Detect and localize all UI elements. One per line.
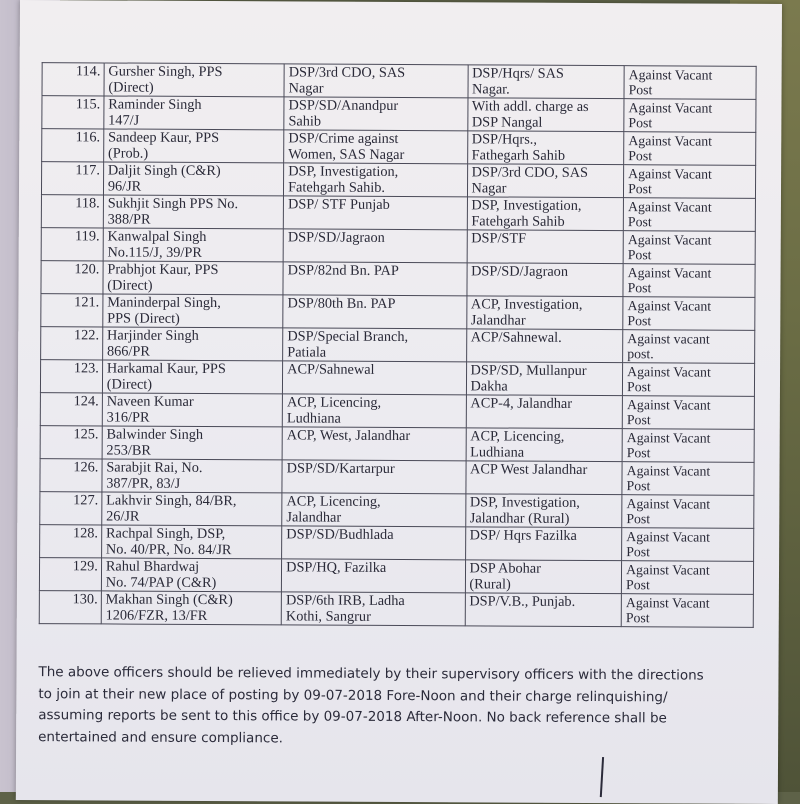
new-posting-line: Nagar. [471,80,510,98]
remarks-line: Against Vacant [627,364,711,380]
officer-name-line: No. 74/PAP (C&R) [105,573,217,591]
remarks-cell [622,429,754,463]
remarks-line: Post [627,280,652,296]
current-posting-line: Sahib [288,112,322,130]
current-posting-cell [282,460,466,494]
officer-name-line: Sukhjit Singh PPS No. [107,195,239,213]
new-posting-line: Jalandhar [470,311,526,329]
remarks-line: Post [628,82,653,98]
officer-name-line: PPS (Direct) [107,309,180,327]
current-posting-line: Patiala [287,343,327,361]
serial-number-cell: 118. [41,195,103,228]
officer-name-line: Harjinder Singh [107,327,199,344]
new-posting-line: DSP/SD/Jagraon [471,263,569,280]
remarks-line: Post [626,478,651,494]
remarks-line: Post [628,181,652,197]
remarks-line: Against Vacant [628,133,713,149]
officer-name-line: Naveen Kumar [106,393,194,410]
table-row [40,459,754,496]
officer-name-line: Raminder Singh [108,96,202,113]
officer-name-line: Prabhjot Kaur, PPS [107,261,219,279]
current-posting-line: DSP/SD/Kartarpur [286,460,395,477]
new-posting-line: DSP, Investigation, [469,494,580,511]
officer-name-cell [101,558,281,592]
remarks-cell [624,99,756,133]
officer-name-line: Sarabjit Rai, No. [106,459,203,476]
serial-number-cell: 123. [40,360,102,393]
serial-number-cell: 117. [41,162,103,195]
remarks-cell [623,330,755,364]
new-posting-line: DSP, Investigation, [471,197,582,214]
new-posting-cell [466,263,623,297]
remarks-line: Against Vacant [626,562,710,578]
new-posting-line: DSP/Hqrs., [471,131,537,148]
remarks-line: Against Vacant [625,595,710,611]
current-posting-line: DSP/6th IRB, Ladha [285,592,405,610]
new-posting-line: ACP, Investigation, [470,296,583,313]
remarks-cell [624,165,756,199]
serial-number-cell: 124. [40,393,102,426]
officer-name-line: Balwinder Singh [106,426,204,443]
current-posting-line: DSP/HQ, Fazilka [286,559,387,576]
remarks-cell [623,264,755,298]
current-posting-cell [282,559,466,593]
new-posting-cell [465,593,622,627]
table-row [42,63,756,100]
current-posting-line: DSP/SD/Budhlada [286,526,394,543]
table-row [40,492,754,529]
instructions-paragraph [38,662,758,752]
current-posting-line: Nagar [288,79,324,97]
remarks-cell [623,297,755,331]
new-posting-line: Ludhiana [470,443,525,461]
officer-name-cell [102,393,282,427]
remarks-cell [622,495,754,529]
table-row [41,162,755,199]
new-posting-line: DSP Abohar [469,560,541,577]
officer-name-line: Sandeep Kaur, PPS [108,129,220,147]
officer-name-cell [103,162,283,196]
officer-name-line: No.115/J, 39/PR [107,243,202,261]
remarks-line: Post [626,445,651,461]
officer-name-line: (Direct) [108,78,154,96]
serial-number-cell: 122. [41,327,103,360]
remarks-line: Post [627,313,652,329]
officer-name-line: Rachpal Singh, DSP, [105,525,226,543]
table-row [40,426,754,463]
officer-name-line: Harkamal Kaur, PPS [106,360,226,378]
remarks-line: Post [626,511,651,527]
current-posting-cell [283,328,467,362]
new-posting-line: With addl. charge as [471,98,589,115]
table-row [39,591,753,628]
new-posting-line: Fathegarh Sahib [471,146,566,164]
officer-name-line: Lakhvir Singh, 84/BR, [106,492,237,510]
instructions-line: The above officers should be relieved immediately by their supervisory officers with the directions [38,664,704,684]
remarks-line: Post [625,610,650,626]
officer-name-cell [103,228,283,262]
remarks-line: Post [628,148,653,164]
current-posting-line: DSP/Special Branch, [287,328,409,346]
table-row [40,360,754,397]
table-row [41,327,755,364]
officer-name-cell [104,63,284,97]
current-posting-cell [281,592,465,626]
officer-name-line: 316/PR [106,408,150,426]
remarks-cell [624,132,756,166]
new-posting-cell [465,461,622,495]
current-posting-cell [284,97,468,131]
current-posting-line: DSP/ STF Punjab [288,196,390,213]
serial-number-cell: 115. [42,96,104,129]
officer-name-line: (Direct) [106,375,153,393]
table-row [41,195,755,232]
current-posting-line: DSP/SD/Anandpur [288,97,399,114]
current-posting-line: DSP/SD/Jagraon [287,229,385,246]
remarks-line: Post [626,577,650,593]
serial-number-cell: 127. [40,492,102,525]
current-posting-cell [282,526,466,560]
instructions-line: to join at their new place of posting by 09-07-2018 Fore-Noon and their charge relinquishing/ [38,685,668,705]
officer-name-line: 253/BR [106,441,151,459]
new-posting-cell [465,560,622,594]
new-posting-line: DSP/Hqrs/ SAS [472,65,564,82]
remarks-line: Against Vacant [626,529,711,545]
remarks-line: Post [628,115,653,131]
current-posting-cell [284,64,468,98]
current-posting-cell [284,130,468,164]
remarks-cell [624,66,756,100]
officer-name-line: 866/PR [106,342,150,360]
current-posting-cell [282,493,466,527]
table-row [42,96,756,133]
new-posting-cell [466,362,623,396]
new-posting-line: DSP/V.B., Punjab. [469,593,576,610]
current-posting-line: Kothi, Sangrur [285,607,371,625]
remarks-cell [622,396,754,430]
remarks-line: Against Vacant [626,430,711,446]
remarks-line: Against Vacant [628,67,713,83]
new-posting-line: Jalandhar (Rural) [469,509,570,527]
officer-name-cell [101,525,281,559]
current-posting-line: Fatehgarh Sahib. [288,178,386,196]
remarks-cell [621,561,753,595]
officer-name-cell [104,96,284,130]
serial-number-cell: 121. [41,294,103,327]
remarks-cell [622,528,754,562]
new-posting-line: DSP/SD, Mullanpur [470,362,587,379]
current-posting-line: DSP, Investigation, [288,163,399,180]
officer-name-cell [102,459,282,493]
current-posting-line: Ludhiana [286,409,341,427]
remarks-line: Against Vacant [626,463,711,479]
new-posting-line: Nagar [471,179,507,197]
officer-name-line: 147/J [108,111,140,129]
remarks-line: Against Vacant [627,265,712,281]
new-posting-cell [466,395,623,429]
serial-number-cell: 130. [39,591,101,624]
remarks-line: Against Vacant [628,100,713,116]
instructions-line: entertained and ensure compliance. [38,728,283,746]
serial-number-cell: 126. [40,459,102,492]
new-posting-line: ACP, Licencing, [470,428,565,445]
new-posting-line: DSP Nangal [471,113,543,131]
remarks-line: Against vacant [627,331,710,347]
pen-mark [600,757,604,797]
officer-name-line: Gursher Singh, PPS [108,63,223,81]
officer-name-cell [103,129,283,163]
new-posting-cell [467,197,624,231]
table-row [41,261,755,298]
new-posting-cell [466,428,623,462]
new-posting-line: ACP West Jalandhar [470,461,588,478]
new-posting-line: (Rural) [469,575,511,593]
new-posting-line: ACP-4, Jalandhar [470,395,573,412]
officer-name-line: (Direct) [107,276,153,294]
new-posting-line: Fatehgarh Sahib [471,212,565,230]
current-posting-line: DSP/80th Bn. PAP [287,295,396,312]
current-posting-cell [282,394,466,428]
new-posting-cell [467,65,624,99]
remarks-line: Against Vacant [626,397,711,413]
remarks-line: Post [627,214,652,230]
instructions-line: assuming reports be sent to this office by 09-07-2018 After-Noon. No back reference shall be [38,707,667,727]
current-posting-cell [284,163,468,197]
remarks-line: Against Vacant [627,298,712,314]
table-row [40,393,754,430]
remarks-line: Against Vacant [626,496,711,512]
officer-name-cell [102,426,282,460]
serial-number-cell: 128. [40,525,102,558]
officer-name-line: Makhan Singh (C&R) [105,591,233,609]
remarks-line: Post [626,544,651,560]
current-posting-cell [283,295,467,329]
remarks-line: Against Vacant [628,166,712,182]
current-posting-cell [283,262,467,296]
officer-name-line: 96/JR [107,177,142,195]
officer-name-line: Daljit Singh (C&R) [107,162,221,180]
new-posting-cell [465,494,622,528]
officer-name-cell [101,591,281,625]
serial-number-cell: 116. [42,129,104,162]
postings-table [39,62,757,628]
current-posting-cell [283,361,467,395]
current-posting-line: Jalandhar [286,508,342,526]
new-posting-cell [467,164,624,198]
serial-number-cell: 129. [39,558,101,591]
remarks-line: Post [627,379,651,395]
new-posting-cell [466,296,623,330]
current-posting-line: DSP/Crime against [288,130,399,147]
new-posting-cell [467,131,624,165]
officer-name-cell [103,195,283,229]
officer-name-cell [103,294,283,328]
remarks-line: Against Vacant [627,232,712,248]
remarks-line: post. [627,346,654,362]
new-posting-cell [466,329,623,363]
officer-name-line: (Prob.) [107,144,149,162]
table-row [41,228,755,265]
table-row [40,525,754,562]
current-posting-line: DSP/82nd Bn. PAP [287,262,399,279]
postings-table-body [39,63,756,628]
remarks-cell [623,198,755,232]
remarks-line: Post [627,247,652,263]
current-posting-line: ACP, Licencing, [286,394,382,411]
remarks-line: Against Vacant [627,199,712,215]
remarks-cell [623,231,755,265]
serial-number-cell: 120. [41,261,103,294]
new-posting-cell [465,527,622,561]
table-row [41,294,755,331]
current-posting-line: ACP, West, Jalandhar [286,427,411,445]
current-posting-line: ACP/Sahnewal [287,361,375,378]
new-posting-line: DSP/STF [471,230,527,247]
officer-name-cell [102,327,282,361]
officer-name-line: No. 40/PR, No. 84/JR [105,540,232,558]
current-posting-line: Women, SAS Nagar [288,145,405,163]
officer-name-line: Rahul Bhardwaj [105,558,200,575]
officer-name-line: Kanwalpal Singh [107,228,207,245]
officer-name-cell [102,360,282,394]
officer-name-line: Maninderpal Singh, [107,294,221,312]
current-posting-cell [283,196,467,230]
officer-name-cell [103,261,283,295]
new-posting-line: DSP/3rd CDO, SAS [471,164,589,181]
officer-name-line: 387/PR, 83/J [106,474,181,492]
document-page [16,0,782,804]
officer-name-cell [102,492,282,526]
remarks-cell [623,363,755,397]
serial-number-cell: 125. [40,426,102,459]
remarks-line: Post [626,412,651,428]
officer-name-line: 26/JR [106,507,140,525]
table-row [42,129,756,166]
officer-name-line: 1206/FZR, 13/FR [105,606,208,624]
remarks-cell [622,462,754,496]
new-posting-cell [467,230,624,264]
current-posting-cell [282,427,466,461]
new-posting-line: Dakha [470,377,508,395]
current-posting-cell [283,229,467,263]
new-posting-line: ACP/Sahnewal. [470,329,562,346]
new-posting-line: DSP/ Hqrs Fazilka [469,527,577,544]
remarks-cell [621,594,753,628]
serial-number-cell: 114. [42,63,104,96]
serial-number-cell: 119. [41,228,103,261]
table-row [39,558,753,595]
officer-name-line: 388/PR [107,210,151,228]
current-posting-line: ACP, Licencing, [286,493,381,510]
current-posting-line: DSP/3rd CDO, SAS [288,64,406,82]
new-posting-cell [467,98,624,132]
